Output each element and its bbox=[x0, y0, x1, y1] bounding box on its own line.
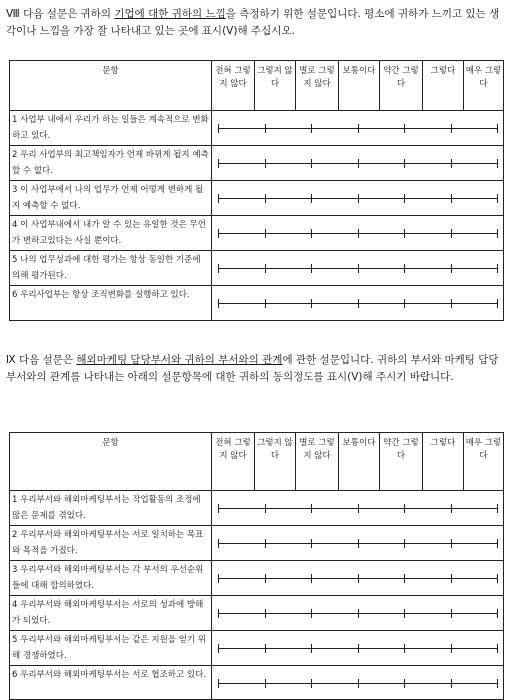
rating-scale[interactable] bbox=[212, 561, 504, 596]
rating-tick[interactable] bbox=[358, 504, 359, 513]
rating-tick[interactable] bbox=[404, 539, 405, 548]
rating-tick[interactable] bbox=[451, 124, 452, 133]
rating-scale[interactable] bbox=[212, 251, 504, 286]
rating-tick[interactable] bbox=[311, 159, 312, 168]
question-text: 4 이 사업부내에서 내가 알 수 있는 유일한 것은 무언가 변하고있다는 사실 뿐이다. bbox=[10, 216, 212, 251]
rating-tick[interactable] bbox=[358, 264, 359, 273]
rating-scale[interactable] bbox=[212, 666, 504, 700]
rating-tick[interactable] bbox=[404, 264, 405, 273]
rating-tick[interactable] bbox=[265, 644, 266, 653]
rating-scale[interactable] bbox=[212, 216, 504, 251]
question-row bbox=[10, 666, 504, 700]
rating-scale-line bbox=[218, 683, 497, 684]
rating-tick[interactable] bbox=[451, 299, 452, 308]
rating-scale-line bbox=[218, 648, 497, 649]
rating-tick[interactable] bbox=[404, 124, 405, 133]
rating-tick[interactable] bbox=[451, 194, 452, 203]
rating-tick[interactable] bbox=[265, 504, 266, 513]
rating-tick[interactable] bbox=[311, 194, 312, 203]
rating-tick[interactable] bbox=[358, 679, 359, 688]
rating-tick[interactable] bbox=[451, 679, 452, 688]
question-row bbox=[10, 631, 504, 666]
question-row bbox=[10, 596, 504, 631]
rating-tick[interactable] bbox=[311, 229, 312, 238]
rating-scale[interactable] bbox=[212, 181, 504, 216]
rating-tick[interactable] bbox=[218, 644, 219, 653]
rating-tick[interactable] bbox=[358, 194, 359, 203]
scale-header: 그렇다 bbox=[423, 61, 464, 111]
rating-tick[interactable] bbox=[451, 539, 452, 548]
rating-tick[interactable] bbox=[218, 609, 219, 618]
rating-tick[interactable] bbox=[404, 504, 405, 513]
rating-tick[interactable] bbox=[218, 229, 219, 238]
rating-tick[interactable] bbox=[497, 159, 498, 168]
section-9-intro-text-rest: 에 관한 설문입니다. 귀하의 부서와 마케팅 담당부서와의 관계를 나타내는 아래의 설문항목에 대한 귀하의 동의정도를 표시(V)해 주시기 바랍니다. bbox=[6, 354, 499, 383]
section-9-survey-table bbox=[9, 432, 504, 700]
rating-scale-line bbox=[218, 303, 497, 304]
rating-tick[interactable] bbox=[218, 574, 219, 583]
section-8-intro-text-rest: 을 측정하기 위한 설문입니다. 평소에 귀하가 느끼고 있는 생각이나 느낌을 가장 잘 나타내고 있는 곳에 표시(V)해 주십시오. bbox=[6, 8, 500, 37]
section-9-intro-text: Ⅸ 다음 설문은 bbox=[6, 354, 77, 366]
question-text: 3 우리부서와 해외마케팅부서는 각 부서의 우선순위들에 대해 합의하였다. bbox=[10, 561, 212, 596]
rating-scale-line bbox=[218, 613, 497, 614]
scale-header: 그렇다 bbox=[423, 433, 464, 491]
question-row bbox=[10, 146, 504, 181]
rating-tick[interactable] bbox=[265, 159, 266, 168]
rating-tick[interactable] bbox=[311, 299, 312, 308]
rating-tick[interactable] bbox=[265, 229, 266, 238]
question-row bbox=[10, 181, 504, 216]
question-row bbox=[10, 111, 504, 146]
rating-tick[interactable] bbox=[404, 194, 405, 203]
rating-scale[interactable] bbox=[212, 631, 504, 666]
rating-tick[interactable] bbox=[311, 539, 312, 548]
section-8-intro-underlined: 기업에 대한 귀하의 느낌 bbox=[114, 8, 226, 20]
rating-scale-line bbox=[218, 508, 497, 509]
rating-scale[interactable] bbox=[212, 491, 504, 526]
section-9-intro-underlined: 해외마케팅 담당부서와 귀하의 부서와의 관계 bbox=[76, 354, 283, 366]
rating-tick[interactable] bbox=[265, 539, 266, 548]
rating-tick[interactable] bbox=[497, 299, 498, 308]
rating-scale[interactable] bbox=[212, 286, 504, 321]
question-text: 3 이 사업부에서 나의 업무가 언제 어떻게 변하게 될지 예측할 수 없다. bbox=[10, 181, 212, 216]
question-text: 2 우리 사업부의 최고책임자가 언제 바뀌게 될지 예측할 수 없다. bbox=[10, 146, 212, 181]
question-row bbox=[10, 561, 504, 596]
rating-tick[interactable] bbox=[451, 159, 452, 168]
question-text: 1 우리부서와 해외마케팅부서는 작업활동의 조정에 많은 문제를 겪었다. bbox=[10, 491, 212, 526]
rating-tick[interactable] bbox=[358, 159, 359, 168]
rating-tick[interactable] bbox=[218, 504, 219, 513]
rating-tick[interactable] bbox=[497, 679, 498, 688]
rating-tick[interactable] bbox=[497, 609, 498, 618]
rating-scale[interactable] bbox=[212, 526, 504, 561]
rating-tick[interactable] bbox=[451, 609, 452, 618]
rating-tick[interactable] bbox=[358, 124, 359, 133]
scale-header: 약간 그렇다 bbox=[380, 433, 423, 491]
rating-tick[interactable] bbox=[358, 539, 359, 548]
rating-scale-line bbox=[218, 543, 497, 544]
rating-tick[interactable] bbox=[218, 679, 219, 688]
question-text: 1 사업부 내에서 우리가 하는 일들은 계속적으로 변화하고 있다. bbox=[10, 111, 212, 146]
rating-tick[interactable] bbox=[358, 229, 359, 238]
rating-tick[interactable] bbox=[451, 504, 452, 513]
rating-tick[interactable] bbox=[218, 299, 219, 308]
rating-tick[interactable] bbox=[404, 679, 405, 688]
question-text: 5 우리부서와 해외마케팅부서는 같은 지원을 얻기 위해 경쟁하였다. bbox=[10, 631, 212, 666]
rating-tick[interactable] bbox=[451, 264, 452, 273]
section-8-survey-table bbox=[9, 60, 504, 321]
rating-tick[interactable] bbox=[497, 539, 498, 548]
scale-header: 그렇지 않다 bbox=[255, 61, 296, 111]
rating-tick[interactable] bbox=[404, 159, 405, 168]
rating-tick[interactable] bbox=[311, 644, 312, 653]
rating-tick[interactable] bbox=[404, 299, 405, 308]
rating-tick[interactable] bbox=[218, 264, 219, 273]
rating-scale-line bbox=[218, 163, 497, 164]
rating-tick[interactable] bbox=[497, 504, 498, 513]
rating-tick[interactable] bbox=[497, 124, 498, 133]
rating-tick[interactable] bbox=[404, 229, 405, 238]
rating-scale-line bbox=[218, 233, 497, 234]
scale-header: 별로 그렇지 않다 bbox=[296, 61, 339, 111]
rating-tick[interactable] bbox=[404, 574, 405, 583]
section-8-intro-text: Ⅷ 다음 설문은 귀하의 bbox=[6, 8, 115, 20]
question-text: 4 우리부서와 해외마케팅부서는 서로의 성과에 방해가 되었다. bbox=[10, 596, 212, 631]
scale-header: 매우 그렇다 bbox=[464, 61, 504, 111]
rating-tick[interactable] bbox=[218, 539, 219, 548]
rating-tick[interactable] bbox=[265, 609, 266, 618]
rating-scale-line bbox=[218, 578, 497, 579]
rating-tick[interactable] bbox=[497, 194, 498, 203]
question-text: 5 나의 업무성과에 대한 평가는 항상 동일한 기준에 의해 평가된다. bbox=[10, 251, 212, 286]
rating-tick[interactable] bbox=[265, 574, 266, 583]
scale-header: 전혀 그렇지 않다 bbox=[212, 61, 255, 111]
rating-tick[interactable] bbox=[358, 609, 359, 618]
rating-tick[interactable] bbox=[218, 124, 219, 133]
rating-tick[interactable] bbox=[311, 124, 312, 133]
scale-header: 보통이다 bbox=[339, 61, 380, 111]
rating-tick[interactable] bbox=[358, 644, 359, 653]
scale-header: 별로 그렇지 않다 bbox=[296, 433, 339, 491]
rating-tick[interactable] bbox=[311, 264, 312, 273]
rating-tick[interactable] bbox=[404, 609, 405, 618]
question-row bbox=[10, 216, 504, 251]
section-9-intro bbox=[6, 352, 504, 386]
rating-scale[interactable] bbox=[212, 146, 504, 181]
rating-tick[interactable] bbox=[497, 229, 498, 238]
rating-tick[interactable] bbox=[497, 644, 498, 653]
question-row bbox=[10, 526, 504, 561]
question-text: 6 우리사업부는 항상 조직변화를 실행하고 있다. bbox=[10, 286, 212, 321]
rating-tick[interactable] bbox=[265, 299, 266, 308]
rating-tick[interactable] bbox=[311, 504, 312, 513]
section-8-intro bbox=[6, 6, 504, 40]
rating-scale-line bbox=[218, 198, 497, 199]
rating-scale[interactable] bbox=[212, 111, 504, 146]
rating-tick[interactable] bbox=[497, 264, 498, 273]
scale-header: 보통이다 bbox=[339, 433, 380, 491]
rating-scale-line bbox=[218, 268, 497, 269]
rating-tick[interactable] bbox=[265, 264, 266, 273]
item-header: 문항 bbox=[10, 433, 212, 491]
scale-header: 매우 그렇다 bbox=[464, 433, 504, 491]
rating-tick[interactable] bbox=[451, 644, 452, 653]
question-text: 6 우리부서와 해외마케팅부서는 서로 협조하고 있다. bbox=[10, 666, 212, 700]
scale-header: 전혀 그렇지 않다 bbox=[212, 433, 255, 491]
rating-tick[interactable] bbox=[311, 679, 312, 688]
item-header: 문항 bbox=[10, 61, 212, 111]
rating-tick[interactable] bbox=[451, 229, 452, 238]
rating-tick[interactable] bbox=[265, 124, 266, 133]
rating-tick[interactable] bbox=[358, 299, 359, 308]
question-row bbox=[10, 491, 504, 526]
rating-tick[interactable] bbox=[404, 644, 405, 653]
rating-scale-line bbox=[218, 128, 497, 129]
question-row bbox=[10, 251, 504, 286]
rating-tick[interactable] bbox=[311, 609, 312, 618]
rating-tick[interactable] bbox=[218, 159, 219, 168]
rating-tick[interactable] bbox=[358, 574, 359, 583]
question-row bbox=[10, 286, 504, 321]
scale-header: 약간 그렇다 bbox=[380, 61, 423, 111]
rating-tick[interactable] bbox=[451, 574, 452, 583]
rating-tick[interactable] bbox=[497, 574, 498, 583]
rating-scale[interactable] bbox=[212, 596, 504, 631]
question-text: 2 우리부서와 해외마케팅부서는 서로 일치하는 목표와 목적을 가졌다. bbox=[10, 526, 212, 561]
scale-header: 그렇지 않다 bbox=[255, 433, 296, 491]
rating-tick[interactable] bbox=[218, 194, 219, 203]
rating-tick[interactable] bbox=[265, 194, 266, 203]
rating-tick[interactable] bbox=[311, 574, 312, 583]
rating-tick[interactable] bbox=[265, 679, 266, 688]
